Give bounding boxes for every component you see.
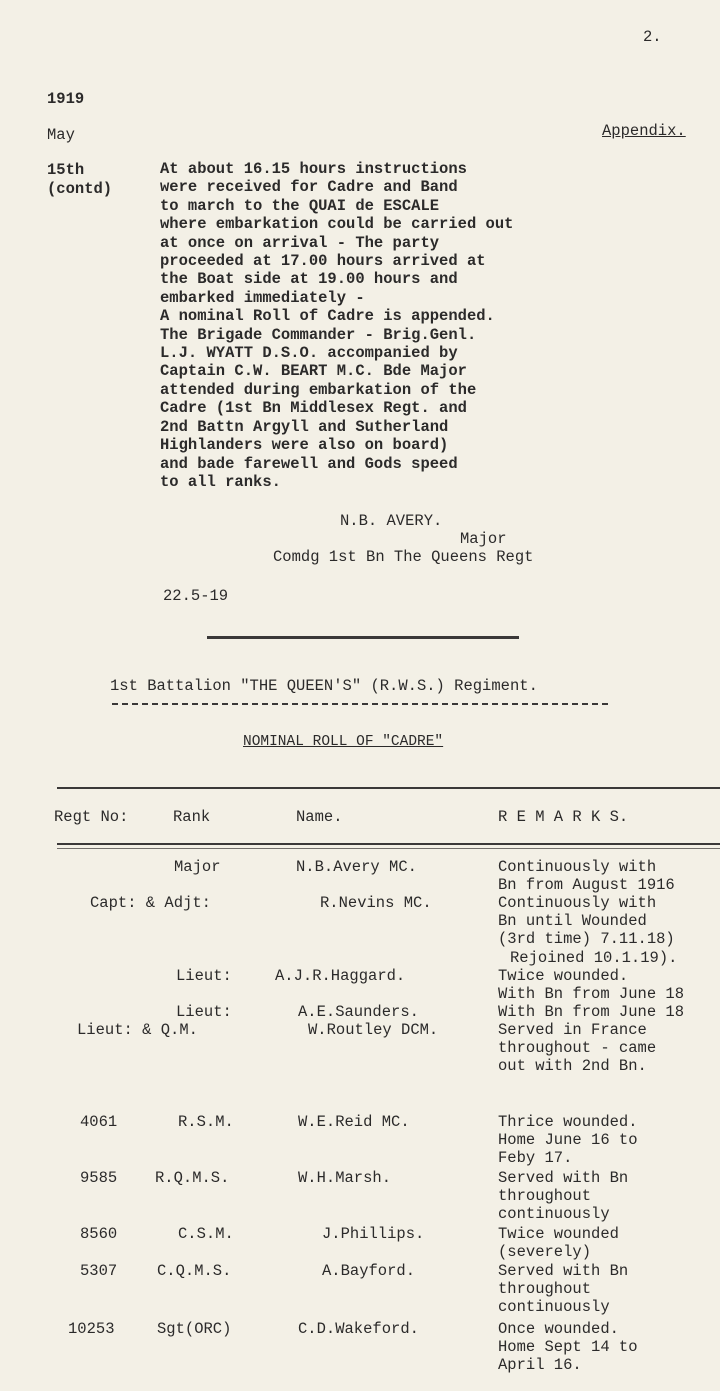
signature-title: Comdg 1st Bn The Queens Regt	[273, 548, 534, 566]
entry-date-day: 15th	[47, 161, 85, 179]
entry-line: to march to the QUAI de ESCALE	[160, 196, 440, 215]
row-name: W.E.Reid MC.	[298, 1113, 410, 1131]
row-name: C.D.Wakeford.	[298, 1320, 419, 1338]
signature-rank: Major	[460, 530, 507, 548]
entry-line: the Boat side at 19.00 hours and	[160, 270, 458, 289]
signature-date: 22.5-19	[163, 587, 229, 605]
row-rank: Lieut: & Q.M.	[77, 1021, 198, 1039]
entry-line: to all ranks.	[160, 472, 281, 491]
entry-line: attended during embarkation of the	[160, 380, 477, 399]
entry-date-contd: (contd)	[47, 180, 113, 198]
column-header-remarks: R E M A R K S.	[498, 808, 629, 826]
entry-line: at once on arrival - The party	[160, 233, 440, 252]
entry-line: Cadre (1st Bn Middlesex Regt. and	[160, 399, 467, 418]
row-rank: C.S.M.	[178, 1225, 234, 1243]
row-name: N.B.Avery MC.	[296, 858, 417, 876]
row-rank: Sgt(ORC)	[157, 1320, 232, 1338]
entry-line: where embarkation could be carried out	[160, 215, 514, 234]
row-rank: R.S.M.	[178, 1113, 234, 1131]
entry-text	[160, 160, 513, 491]
entry-line: L.J. WYATT D.S.O. accompanied by	[160, 344, 458, 363]
entry-line: proceeded at 17.00 hours arrived at	[160, 252, 486, 271]
appendix-label: Appendix.	[602, 122, 686, 140]
column-header-regt-no: Regt No:	[54, 808, 129, 826]
column-header-rank: Rank	[173, 808, 211, 826]
row-remarks: Continuously with Bn from August 1916	[498, 858, 675, 895]
section-divider	[207, 636, 519, 639]
entry-line: Highlanders were also on board)	[160, 436, 449, 455]
row-remarks: Served with Bn throughout continuously	[498, 1262, 629, 1317]
row-remarks: Thrice wounded. Home June 16 to Feby 17.	[498, 1113, 638, 1168]
row-rank: R.Q.M.S.	[155, 1169, 230, 1187]
row-regt-no: 10253	[68, 1320, 115, 1338]
row-name: A.Bayford.	[322, 1262, 416, 1280]
entry-line: 2nd Battn Argyll and Sutherland	[160, 417, 449, 436]
table-top-rule	[57, 787, 720, 789]
row-name: W.H.Marsh.	[298, 1169, 392, 1187]
row-name: J.Phillips.	[322, 1225, 425, 1243]
row-rank: C.Q.M.S.	[157, 1262, 232, 1280]
row-remarks: Served in France throughout - came out with 2nd Bn.	[498, 1021, 657, 1076]
row-regt-no: 8560	[80, 1225, 118, 1243]
battalion-heading: 1st Battalion "THE QUEEN'S" (R.W.S.) Regiment.	[110, 677, 538, 695]
entry-line: and bade farewell and Gods speed	[160, 454, 458, 473]
row-remarks: Served with Bn throughout continuously	[498, 1169, 629, 1224]
row-rank: Lieut:	[176, 1003, 232, 1021]
month-label: May	[47, 126, 75, 144]
row-rank: Capt: & Adjt:	[90, 894, 211, 912]
entry-line: Captain C.W. BEART M.C. Bde Major	[160, 362, 467, 381]
signature-name: N.B. AVERY.	[340, 512, 443, 530]
row-remarks: Continuously with Bn until Wounded (3rd time) 7.11.18) Rejoined 10.1.19).	[498, 894, 678, 967]
heading-dashes	[112, 703, 608, 705]
row-regt-no: 9585	[80, 1169, 118, 1187]
entry-line: The Brigade Commander - Brig.Genl.	[160, 325, 477, 344]
column-header-name: Name.	[296, 808, 343, 826]
row-remarks: Twice wounded (severely)	[498, 1225, 619, 1262]
table-header-rule-second	[57, 848, 720, 849]
row-remarks: Twice wounded. With Bn from June 18	[498, 967, 685, 1004]
entry-line: A nominal Roll of Cadre is appended.	[160, 307, 495, 326]
row-rank: Lieut:	[176, 967, 232, 985]
year-label: 1919	[47, 90, 85, 108]
row-name: W.Routley DCM.	[308, 1021, 439, 1039]
entry-line: were received for Cadre and Band	[160, 178, 458, 197]
entry-line: embarked immediately -	[160, 288, 365, 307]
page-number: 2.	[643, 28, 662, 46]
entry-line: At about 16.15 hours instructions	[160, 160, 467, 178]
table-header-rule	[57, 843, 720, 845]
row-name: A.J.R.Haggard.	[275, 967, 406, 985]
roll-subheading: NOMINAL ROLL OF "CADRE"	[243, 734, 444, 750]
row-regt-no: 5307	[80, 1262, 118, 1280]
row-remarks: Once wounded. Home Sept 14 to April 16.	[498, 1320, 638, 1375]
row-remarks: With Bn from June 18	[498, 1003, 685, 1021]
row-name: R.Nevins MC.	[320, 894, 432, 912]
row-name: A.E.Saunders.	[298, 1003, 419, 1021]
row-rank: Major	[174, 858, 221, 876]
row-regt-no: 4061	[80, 1113, 118, 1131]
